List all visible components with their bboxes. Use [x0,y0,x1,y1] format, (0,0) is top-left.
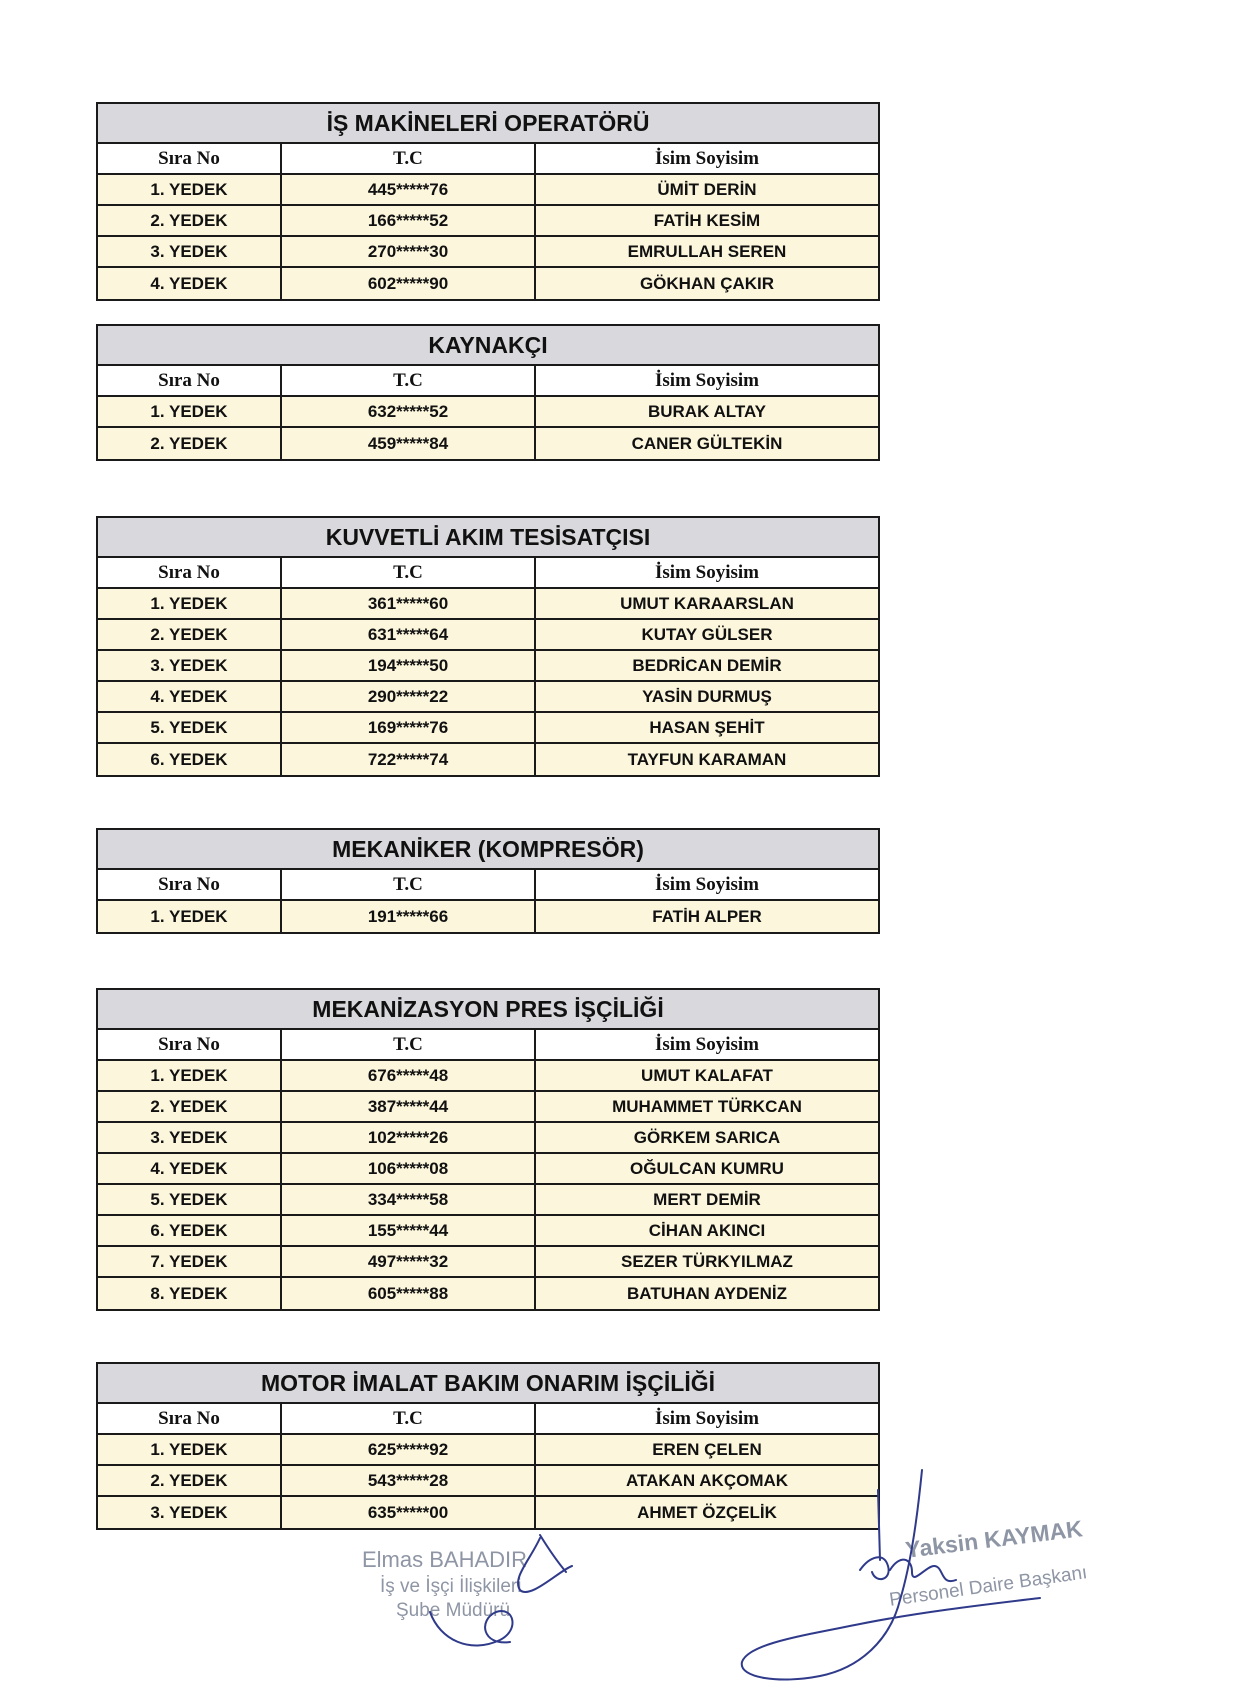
right-signature-title: Personel Daire Başkanı [888,1562,1089,1611]
cell-tc: 191*****66 [282,901,536,932]
cell-sira-no: 1. YEDEK [98,1435,282,1464]
cell-tc: 194*****50 [282,651,536,680]
header-tc: T.C [282,1404,536,1433]
cell-sira-no: 8. YEDEK [98,1278,282,1309]
cell-isim-soyisim: CİHAN AKINCI [648,1220,766,1240]
header-sira-no: Sıra No [98,366,282,395]
cell-sira-no: 5. YEDEK [98,1185,282,1214]
cell-tc: 106*****08 [282,1154,536,1183]
cell-isim-soyisim: FATİH KESİM [653,210,761,230]
header-sira-no: Sıra No [98,870,282,899]
header-isim-soyisim: İsim Soyisim [655,561,759,583]
cell-tc: 605*****88 [282,1278,536,1309]
cell-sira-no: 2. YEDEK [98,620,282,649]
cell-tc: 676*****48 [282,1061,536,1090]
cell-isim-soyisim: KUTAY GÜLSER [641,624,773,644]
header-tc: T.C [282,1030,536,1059]
cell-sira-no: 6. YEDEK [98,744,282,775]
cell-sira-no: 4. YEDEK [98,682,282,711]
cell-isim-soyisim: ATAKAN AKÇOMAK [625,1470,789,1490]
cell-isim-soyisim: FATİH ALPER [652,906,762,926]
cell-sira-no: 2. YEDEK [98,1092,282,1121]
cell-isim-soyisim: GÖRKEM SARICA [633,1127,781,1147]
cell-isim-soyisim: MERT DEMİR [653,1189,761,1209]
cell-sira-no: 4. YEDEK [98,268,282,299]
header-isim-soyisim: İsim Soyisim [655,147,759,169]
cell-tc: 722*****74 [282,744,536,775]
cell-tc: 602*****90 [282,268,536,299]
cell-tc: 625*****92 [282,1435,536,1464]
left-signature-title-line1: İş ve İşçi İlişkileri [380,1576,522,1597]
cell-sira-no: 3. YEDEK [98,237,282,266]
cell-tc: 543*****28 [282,1466,536,1495]
cell-isim-soyisim: AHMET ÖZÇELİK [637,1502,777,1522]
cell-isim-soyisim: BEDRİCAN DEMİR [632,655,782,675]
cell-tc: 635*****00 [282,1497,536,1528]
cell-sira-no: 5. YEDEK [98,713,282,742]
right-signature-name: Yaksin KAYMAK [904,1515,1084,1563]
cell-tc: 166*****52 [282,206,536,235]
cell-isim-soyisim: EREN ÇELEN [652,1439,762,1459]
cell-tc: 497*****32 [282,1247,536,1276]
table-title: MEKANİZASYON PRES İŞÇİLİĞİ [98,990,878,1030]
table-title: KAYNAKÇI [98,326,878,366]
cell-isim-soyisim: EMRULLAH SEREN [627,241,787,261]
cell-sira-no: 3. YEDEK [98,1497,282,1528]
cell-tc: 102*****26 [282,1123,536,1152]
cell-tc: 632*****52 [282,397,536,426]
cell-tc: 290*****22 [282,682,536,711]
cell-sira-no: 2. YEDEK [98,1466,282,1495]
left-signature-name: Elmas BAHADIR [362,1547,528,1572]
cell-tc: 169*****76 [282,713,536,742]
header-isim-soyisim: İsim Soyisim [655,369,759,391]
cell-isim-soyisim: YASİN DURMUŞ [642,686,772,706]
header-isim-soyisim: İsim Soyisim [655,1033,759,1055]
cell-tc: 459*****84 [282,428,536,459]
cell-tc: 445*****76 [282,175,536,204]
cell-isim-soyisim: CANER GÜLTEKİN [631,433,783,453]
cell-sira-no: 1. YEDEK [98,1061,282,1090]
cell-sira-no: 6. YEDEK [98,1216,282,1245]
cell-tc: 387*****44 [282,1092,536,1121]
cell-tc: 631*****64 [282,620,536,649]
table-title: MEKANİKER (KOMPRESÖR) [98,830,878,870]
cell-sira-no: 1. YEDEK [98,175,282,204]
table-title: MOTOR İMALAT BAKIM ONARIM İŞÇİLİĞİ [98,1364,878,1404]
cell-tc: 270*****30 [282,237,536,266]
cell-isim-soyisim: GÖKHAN ÇAKIR [639,273,775,293]
cell-isim-soyisim: BURAK ALTAY [647,401,767,421]
cell-isim-soyisim: OĞULCAN KUMRU [630,1158,784,1178]
cell-isim-soyisim: HASAN ŞEHİT [649,717,765,737]
cell-sira-no: 4. YEDEK [98,1154,282,1183]
cell-sira-no: 2. YEDEK [98,428,282,459]
cell-sira-no: 2. YEDEK [98,206,282,235]
cell-isim-soyisim: TAYFUN KARAMAN [627,749,787,769]
header-tc: T.C [282,870,536,899]
cell-tc: 361*****60 [282,589,536,618]
cell-sira-no: 1. YEDEK [98,901,282,932]
header-isim-soyisim: İsim Soyisim [655,1407,759,1429]
cell-isim-soyisim: UMUT KALAFAT [641,1065,773,1085]
cell-sira-no: 3. YEDEK [98,651,282,680]
cell-isim-soyisim: UMUT KARAARSLAN [620,593,794,613]
header-tc: T.C [282,144,536,173]
header-sira-no: Sıra No [98,1404,282,1433]
cell-sira-no: 3. YEDEK [98,1123,282,1152]
cell-isim-soyisim: BATUHAN AYDENİZ [627,1283,787,1303]
left-signature-title-line2: Şube Müdürü [396,1600,511,1621]
cell-sira-no: 7. YEDEK [98,1247,282,1276]
table-title: KUVVETLİ AKIM TESİSATÇISI [98,518,878,558]
header-sira-no: Sıra No [98,144,282,173]
header-tc: T.C [282,558,536,587]
cell-sira-no: 1. YEDEK [98,397,282,426]
cell-isim-soyisim: SEZER TÜRKYILMAZ [621,1251,793,1271]
header-sira-no: Sıra No [98,558,282,587]
header-sira-no: Sıra No [98,1030,282,1059]
cell-tc: 155*****44 [282,1216,536,1245]
header-isim-soyisim: İsim Soyisim [655,873,759,895]
cell-isim-soyisim: MUHAMMET TÜRKCAN [612,1096,802,1116]
cell-tc: 334*****58 [282,1185,536,1214]
table-title: İŞ MAKİNELERİ OPERATÖRÜ [98,104,878,144]
header-tc: T.C [282,366,536,395]
cell-isim-soyisim: ÜMİT DERİN [657,179,757,199]
cell-sira-no: 1. YEDEK [98,589,282,618]
